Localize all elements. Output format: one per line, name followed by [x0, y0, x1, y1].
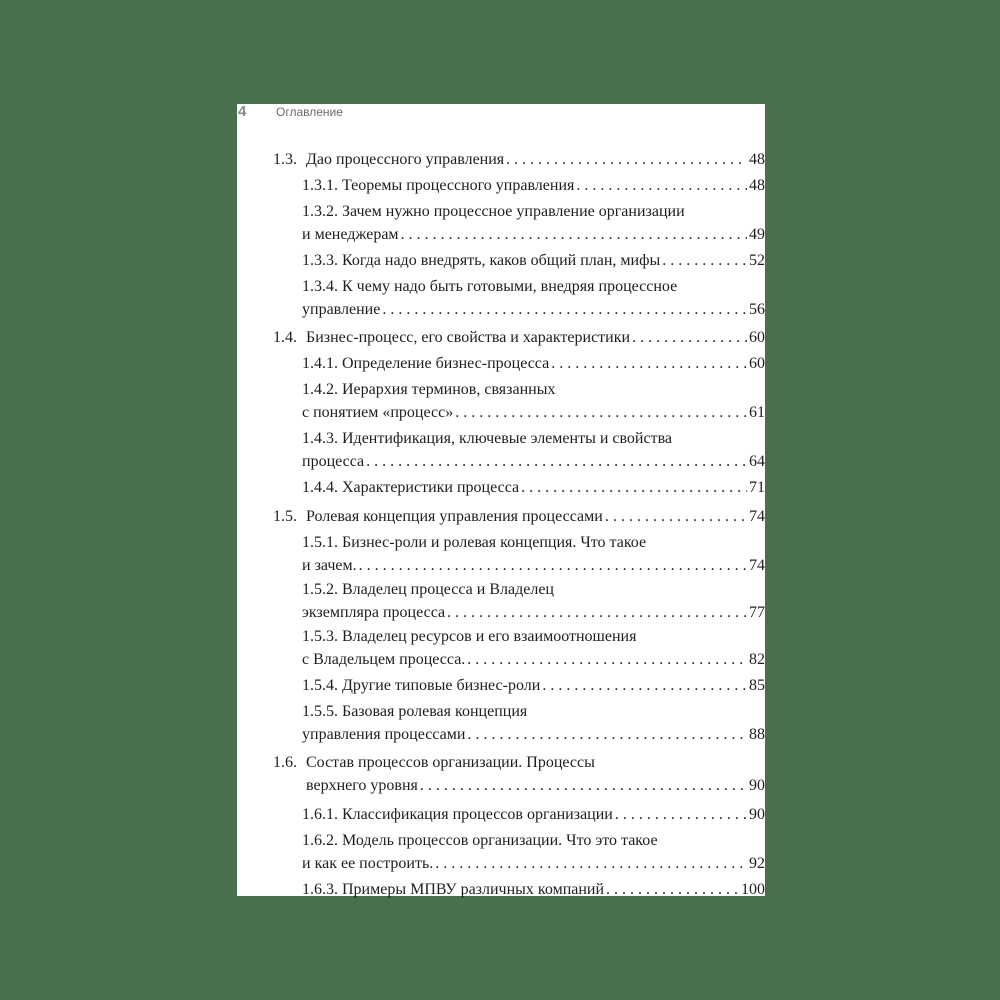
subsection-title-cont: экземпляра процесса: [302, 604, 446, 621]
toc-subsection-1-4-3[interactable]: [302, 427, 765, 473]
page-ref: 77: [749, 604, 765, 621]
page-ref: 71: [749, 479, 765, 496]
subsection-title: 1.5.2. Владелец процесса и Владелец: [302, 581, 554, 598]
leader-dots: [576, 174, 747, 197]
book-page: [237, 104, 765, 896]
leader-dots: [615, 803, 747, 826]
subsection-title-cont: с Владельцем процесса.: [302, 651, 466, 668]
section-number: 1.6.: [273, 754, 297, 771]
toc-subsection-1-5-4[interactable]: [302, 674, 765, 697]
toc-subsection-1-5-1[interactable]: [302, 531, 765, 577]
section-number: 1.3.: [273, 151, 297, 168]
toc-section-1-3[interactable]: [273, 148, 765, 171]
subsection-title: 1.3.3. Когда надо внедрять, каков общий план, мифы: [302, 252, 661, 269]
subsection-title: 1.3.2. Зачем нужно процессное управление организации: [302, 203, 685, 220]
leader-dots: [521, 476, 747, 499]
section-title: Дао процессного управления: [306, 151, 505, 168]
toc-section-1-4[interactable]: [273, 326, 765, 349]
leader-dots: [366, 450, 747, 473]
subsection-title: 1.5.3. Владелец ресурсов и его взаимоотношения: [302, 628, 637, 645]
page-ref: 82: [749, 651, 765, 668]
leader-dots: [605, 505, 747, 528]
toc-subsection-1-5-5[interactable]: [302, 700, 765, 746]
leader-dots: [467, 648, 747, 671]
leader-dots: [506, 148, 747, 171]
leader-dots: [542, 674, 747, 697]
subsection-title: 1.5.5. Базовая ролевая концепция: [302, 703, 528, 720]
toc-subsection-1-4-4[interactable]: [302, 476, 765, 499]
toc-section-1-5[interactable]: [273, 505, 765, 528]
page-ref: 90: [749, 806, 765, 823]
leader-dots: [632, 326, 747, 349]
subsection-title: 1.3.4. К чему надо быть готовыми, внедряя процессное: [302, 278, 678, 295]
subsection-title: 1.3.1. Теоремы процессного управления: [302, 177, 575, 194]
running-head-title: Оглавление: [276, 105, 343, 119]
subsection-title-cont: управления процессами: [302, 726, 466, 743]
subsection-title: 1.5.4. Другие типовые бизнес-роли: [302, 677, 541, 694]
leader-dots: [382, 298, 747, 321]
subsection-title: 1.6.1. Классификация процессов организации: [302, 806, 613, 823]
page-ref: 49: [749, 226, 765, 243]
toc-subsection-1-4-2[interactable]: [302, 378, 765, 424]
leader-dots: [447, 601, 747, 624]
leader-dots: [551, 352, 747, 375]
toc-section-1-6[interactable]: [273, 751, 765, 797]
section-number: 1.4.: [273, 329, 297, 346]
subsection-title: 1.4.1. Определение бизнес-процесса: [302, 355, 550, 372]
leader-dots: [606, 878, 739, 901]
subsection-title-cont: управление: [302, 301, 381, 318]
section-number: 1.5.: [273, 508, 297, 525]
page-ref: 60: [749, 329, 765, 346]
page-ref: 85: [749, 677, 765, 694]
subsection-title: 1.6.2. Модель процессов организации. Что это такое: [302, 832, 658, 849]
page-ref: 90: [749, 777, 765, 794]
subsection-title: 1.5.1. Бизнес-роли и ролевая концепция. Что такое: [302, 534, 647, 551]
subsection-title: 1.4.2. Иерархия терминов, связанных: [302, 381, 556, 398]
page-ref: 64: [749, 453, 765, 470]
page-ref: 74: [749, 508, 765, 525]
leader-dots: [401, 223, 747, 246]
subsection-title-cont: и как ее построить.: [302, 855, 434, 872]
section-title: Состав процессов организации. Процессы: [306, 754, 595, 771]
toc-subsection-1-3-1[interactable]: [302, 174, 765, 197]
toc-subsection-1-5-2[interactable]: [302, 578, 765, 624]
page-ref: 74: [749, 557, 765, 574]
toc-subsection-1-3-3[interactable]: [302, 249, 765, 272]
leader-dots: [662, 249, 747, 272]
page-ref: 92: [749, 855, 765, 872]
subsection-title-cont: и менеджерам: [302, 226, 399, 243]
leader-dots: [435, 852, 747, 875]
running-head: [237, 104, 765, 122]
leader-dots: [359, 554, 747, 577]
section-title-cont: верхнего уровня: [306, 777, 418, 794]
page-ref: 52: [749, 252, 765, 269]
leader-dots: [420, 774, 747, 797]
subsection-title-cont: процесса: [302, 453, 365, 470]
page-ref: 60: [749, 355, 765, 372]
subsection-title-cont: с понятием «процесс»: [302, 404, 454, 421]
section-title: Бизнес-процесс, его свойства и характеристики: [306, 329, 631, 346]
subsection-title-cont: и зачем.: [302, 557, 357, 574]
page-ref: 61: [749, 404, 765, 421]
page-ref: 48: [749, 177, 765, 194]
page-ref: 48: [749, 151, 765, 168]
page-ref: 88: [749, 726, 765, 743]
toc-subsection-1-6-2[interactable]: [302, 829, 765, 875]
subsection-title: 1.4.3. Идентификация, ключевые элементы и свойства: [302, 430, 673, 447]
subsection-title: 1.6.3. Примеры МПВУ различных компаний: [302, 881, 605, 898]
leader-dots: [467, 723, 747, 746]
toc-subsection-1-4-1[interactable]: [302, 352, 765, 375]
page-ref: 100: [741, 881, 765, 898]
toc-subsection-1-6-1[interactable]: [302, 803, 765, 826]
toc-subsection-1-3-4[interactable]: [302, 275, 765, 321]
page-ref: 56: [749, 301, 765, 318]
subsection-title: 1.4.4. Характеристики процесса: [302, 479, 520, 496]
toc-subsection-1-5-3[interactable]: [302, 625, 765, 671]
toc-subsection-1-6-3[interactable]: [302, 878, 765, 901]
section-title: Ролевая концепция управления процессами: [306, 508, 603, 525]
toc-subsection-1-3-2[interactable]: [302, 200, 765, 246]
page-number: 4: [238, 103, 247, 120]
leader-dots: [455, 401, 747, 424]
